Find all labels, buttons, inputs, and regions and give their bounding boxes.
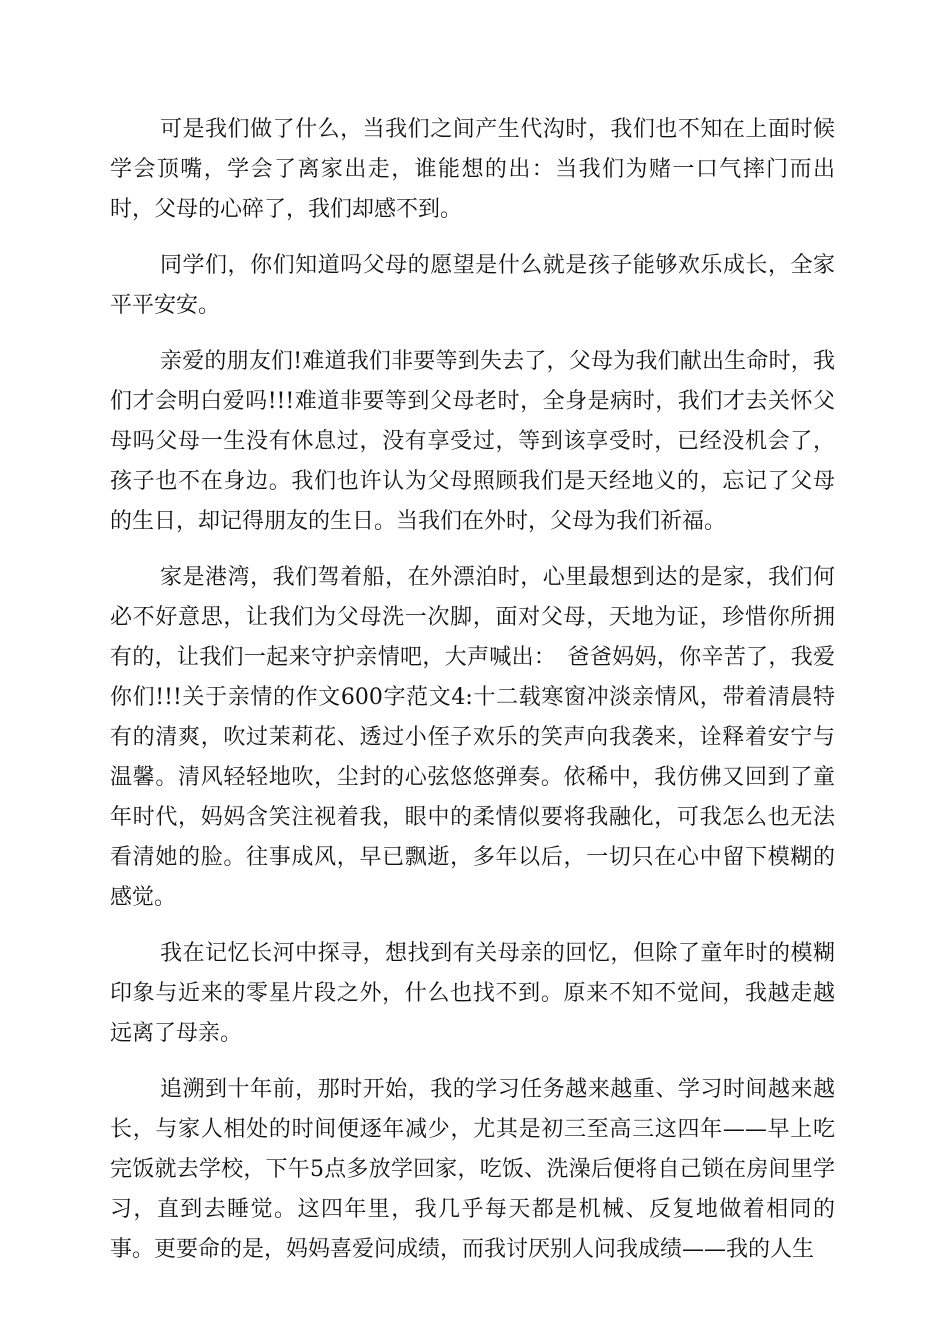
paragraph: 家是港湾，我们驾着船，在外漂泊时，心里最想到达的是家，我们何必不好意思，让我们为父母洗一次脚，面对父母，天地为证，珍惜你所拥有的，让我们一起来守护亲情吧，大声喊出： 爸爸妈妈，你辛苦了，我爱你们!!!关于亲情的作文600字范文4:十二载寒窗冲淡亲情风，带着清晨特有的清爽，吹过茉莉花、透过小侄子欢乐的笑声向我袭来，诠释着安宁与温馨。清风轻轻地吹，尘封的心弦悠悠弹奏。依稀中，我仿佛又回到了童年时代，妈妈含笑注视着我，眼中的柔情似要将我融化，可我怎么也无法看清她的脸。往事成风，早已飘逝，多年以后，一切只在心中留下模糊的感觉。 [110, 565, 835, 910]
paragraph: 追溯到十年前，那时开始，我的学习任务越来越重、学习时间越来越长，与家人相处的时间便逐年减少，尤其是初三至高三这四年——早上吃完饭就去学校，下午5点多放学回家，吃饭、洗澡后便将自己锁在房间里学习，直到去睡觉。这四年里，我几乎每天都是机械、反复地做着相同的事。更要命的是，妈妈喜爱问成绩，而我讨厌别人问我成绩——我的人生 [110, 1077, 835, 1262]
paragraph: 同学们，你们知道吗父母的愿望是什么就是孩子能够欢乐成长，全家平平安安。 [110, 253, 835, 318]
document-page [110, 110, 835, 1286]
paragraph: 可是我们做了什么，当我们之间产生代沟时，我们也不知在上面时候学会顶嘴，学会了离家出走，谁能想的出：当我们为赌一口气摔门而出时，父母的心碎了，我们却感不到。 [110, 117, 835, 222]
paragraph: 我在记忆长河中探寻，想找到有关母亲的回忆，但除了童年时的模糊印象与近来的零星片段之外，什么也找不到。原来不知不觉间，我越走越远离了母亲。 [110, 941, 835, 1046]
paragraph: 亲爱的朋友们!难道我们非要等到失去了，父母为我们献出生命时，我们才会明白爱吗!!!难道非要等到父母老时，全身是病时，我们才去关怀父母吗父母一生没有休息过，没有享受过，等到该享受时，已经没机会了，孩子也不在身边。我们也许认为父母照顾我们是天经地义的，忘记了父母的生日，却记得朋友的生日。当我们在外时，父母为我们祈福。 [110, 349, 835, 534]
